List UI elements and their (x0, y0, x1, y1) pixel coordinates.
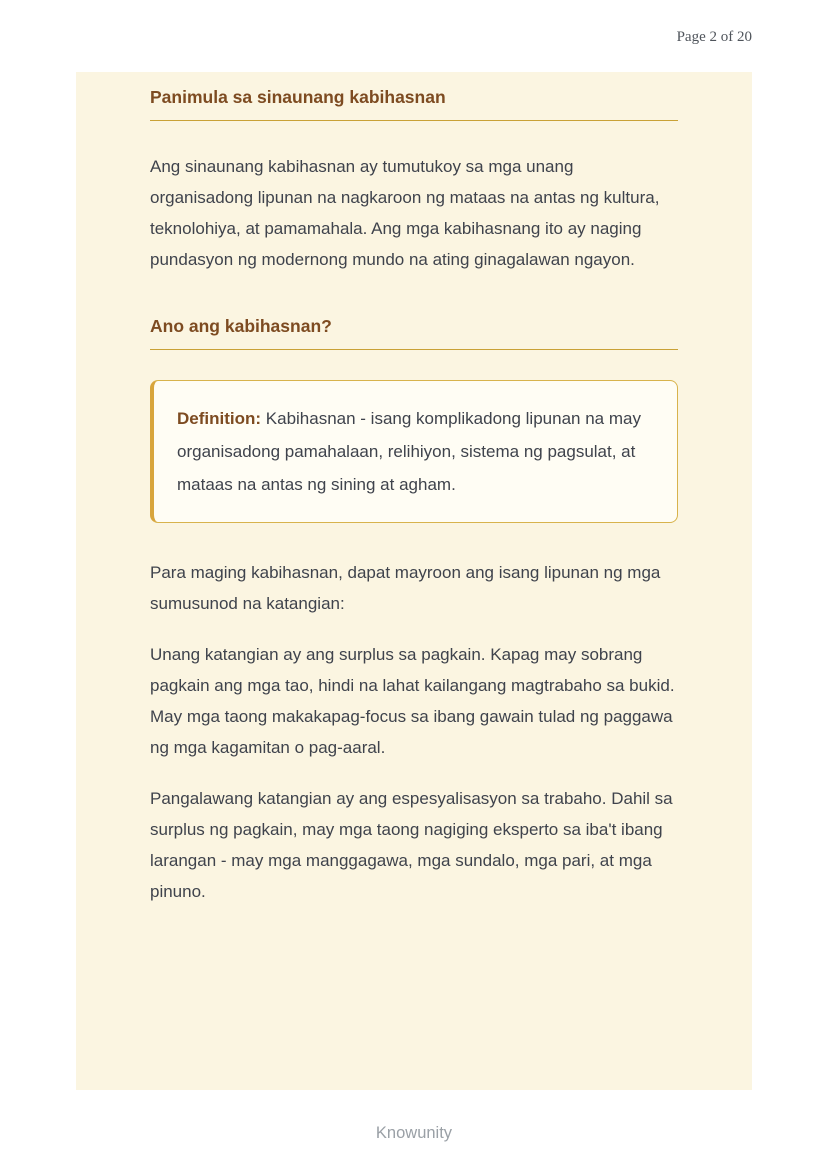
page-number-indicator: Page 2 of 20 (676, 29, 752, 45)
definition-label: Definition: (177, 409, 262, 428)
definition-text: Kabihasnan - isang komplikadong lipunan na may organisadong pamahalaan, relihiyon, sistema ng pagsulat, at mataas na antas ng sining at agham. (177, 409, 641, 494)
footer-brand: Knowunity (375, 1124, 453, 1142)
paragraph-unang-katangian: Unang katangian ay ang surplus sa pagkain. Kapag may sobrang pagkain ang mga tao, hindi na lahat kailangang magtrabaho sa bukid. May mga taong makakapag-focus sa ibang gawain tulad ng paggawa ng mga kagamitan o pag-aaral. (150, 645, 675, 757)
content-card (76, 72, 752, 1090)
definition-callout-box (150, 380, 678, 523)
section-heading-panimula: Panimula sa sinaunang kabihasnan (150, 84, 678, 121)
paragraph-intro: Ang sinaunang kabihasnan ay tumutukoy sa mga unang organisadong lipunan na nagkaroon ng mataas na antas ng kultura, teknolohiya, at pamamahala. Ang mga kabihasnang ito ay naging pundasyon ng modernong mundo na ating ginagalawan ngayon. (150, 157, 660, 269)
paragraph-katangian-lead: Para maging kabihasnan, dapat mayroon ang isang lipunan ng mga sumusunod na katangian: (150, 563, 661, 613)
section-heading-ano-ang-kabihasnan: Ano ang kabihasnan? (150, 313, 678, 350)
definition-paragraph (177, 402, 653, 501)
paragraph-pangalawang-katangian: Pangalawang katangian ay ang espesyalisasyon sa trabaho. Dahil sa surplus ng pagkain, may mga taong nagiging eksperto sa iba't ibang larangan - may mga manggagawa, mga sundalo, mga pari, at mga pinuno. (150, 789, 673, 901)
